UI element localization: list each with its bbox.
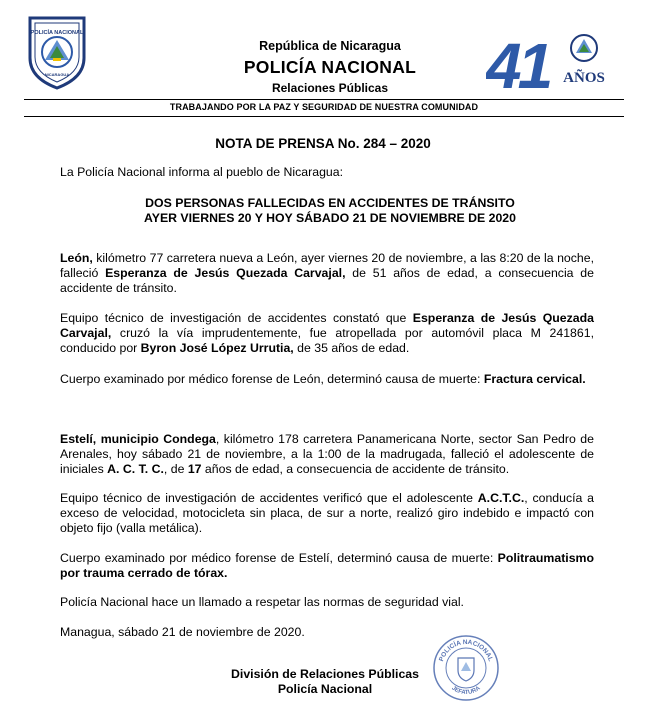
driver-name: Byron José López Urrutia,: [140, 341, 294, 355]
anniversary-word: AÑOS: [563, 70, 605, 86]
paragraph-text: de 51 años de edad, a consecuencia de accidente de tránsito.: [60, 266, 594, 295]
seal-bottom-text: JEFATURA: [450, 685, 482, 697]
department-name: Relaciones Públicas: [271, 81, 389, 95]
date-line: Managua, sábado 21 de noviembre de 2020.: [60, 625, 305, 639]
victim-name: Esperanza de Jesús Quezada Carvajal,: [105, 266, 346, 280]
headline: [60, 196, 600, 226]
header-bottom-rule: [24, 116, 624, 117]
badge-label: POLICÍA NACIONAL: [30, 30, 84, 36]
anniversary-number: 41: [486, 30, 550, 92]
paragraph-esteli-accident: [60, 432, 594, 477]
cause-of-death: Fractura cervical.: [483, 372, 586, 386]
anniversary-41-logo: [486, 30, 608, 92]
signature-institution: Policía Nacional: [277, 682, 373, 696]
place-name: Estelí, municipio Condega: [60, 432, 216, 446]
headline-line-1: DOS PERSONAS FALLECIDAS EN ACCIDENTES DE TRÁNSITO: [145, 196, 515, 210]
paragraph-text: Cuerpo examinado por médico forense de León, determinó causa de muerte:: [60, 372, 484, 386]
victim-name: Esperanza de Jesús Quezada Carvajal,: [60, 311, 594, 340]
paragraph-text: de 35 años de edad.: [293, 341, 410, 355]
paragraph-text: kilómetro 77 carretera nueva a León, ayer viernes 20 de noviembre, a las 8:20 de la noche, falleció: [60, 251, 594, 280]
paragraph-text: , conducía a exceso de velocidad, motocicleta sin placa, de sur a norte, realizó giro indebido e impactó con objeto fijo (valla metálica).: [60, 491, 594, 535]
victim-initials: A. C. T. C.: [107, 462, 164, 476]
signature-block: [200, 667, 450, 697]
official-seal-stamp: [432, 634, 500, 702]
badge-bottom-label: NICARAGUA: [44, 72, 70, 77]
intro-text: La Policía Nacional informa al pueblo de Nicaragua:: [60, 165, 343, 179]
place-name: León,: [60, 251, 93, 265]
letterhead: [190, 38, 470, 96]
press-note-title: NOTA DE PRENSA No. 284 – 2020: [215, 136, 431, 151]
header-top-rule: [24, 99, 624, 100]
seal-top-text: POLICÍA NACIONAL: [438, 638, 494, 663]
paragraph-text: Equipo técnico de investigación de accidentes verificó que el adolescente: [60, 491, 478, 505]
paragraph-esteli-investigation: [60, 491, 594, 536]
svg-text:JEFATURA: [450, 685, 482, 696]
paragraph-text: años de edad, a consecuencia de accidente de tránsito.: [201, 462, 510, 476]
paragraph-esteli-cause: [60, 551, 594, 581]
cause-of-death: Politraumatismo por trauma cerrado de tórax.: [60, 551, 594, 580]
paragraph-leon-investigation: [60, 311, 594, 356]
institution-name: POLICÍA NACIONAL: [243, 57, 417, 77]
victim-initials: A.C.T.C.: [477, 491, 525, 505]
paragraph-text: cruzó la vía imprudentemente, fue atropellada por automóvil placa M 241861, conducido por: [60, 326, 594, 355]
victim-age: 17: [187, 462, 202, 476]
paragraph-text: , kilómetro 178 carretera Panamericana Norte, sector San Pedro de Arenales, hoy sábado 21 de noviembre, a la 1:00 de la madrugada, falleció el adolescente de iniciales: [60, 432, 594, 476]
republic-name: República de Nicaragua: [259, 39, 401, 53]
police-badge-logo: [26, 14, 88, 90]
paragraph-leon-cause: [60, 372, 594, 387]
paragraph-text: Equipo técnico de investigación de accidentes constató que: [60, 311, 413, 325]
motto: TRABAJANDO POR LA PAZ Y SEGURIDAD DE NUESTRA COMUNIDAD: [169, 102, 479, 112]
paragraph-text: Cuerpo examinado por médico forense de Estelí, determinó causa de muerte:: [60, 551, 498, 565]
paragraph-text: , de: [163, 462, 188, 476]
headline-line-2: AYER VIERNES 20 Y HOY SÁBADO 21 DE NOVIEMBRE DE 2020: [143, 211, 516, 225]
paragraph-leon-accident: [60, 251, 594, 296]
safety-call: Policía Nacional hace un llamado a respetar las normas de seguridad vial.: [60, 595, 464, 609]
signature-division: División de Relaciones Públicas: [231, 667, 419, 681]
